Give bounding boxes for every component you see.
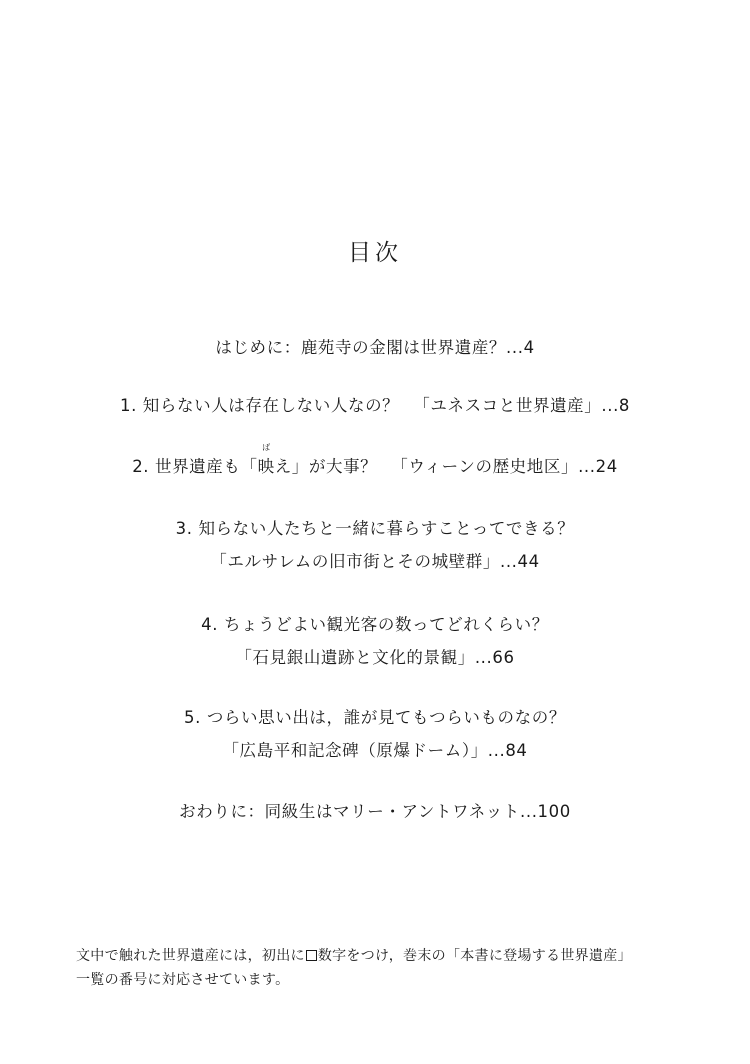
ruby-annotation	[257, 443, 275, 479]
toc-entry-chapter-5-subtitle: 「広島平和記念碑（原爆ドーム）」...84	[222, 741, 528, 760]
footnote-text-end: 数字をつけ，巻末の「本書に登場する世界遺産」	[317, 948, 632, 964]
toc-entry-chapter-5-title: 5. つらい思い出は，誰が見てもつらいものなの？	[184, 708, 566, 727]
toc-entry-outro: おわりに：同級生はマリー・アントワネット...100	[179, 802, 571, 821]
page-title: 目次	[348, 240, 402, 266]
toc-entry-intro: はじめに：鹿苑寺の金閣は世界遺産？...4	[215, 338, 535, 357]
toc-entry-chapter-2-title-start: 2. 世界遺産も「	[132, 457, 258, 476]
toc-entry-chapter-2-subtitle: 「ウィーンの歴史地区」...24	[391, 457, 618, 476]
ruby-base: 映	[257, 457, 275, 476]
number-box-icon	[306, 950, 317, 961]
toc-entry-chapter-1	[0, 394, 750, 418]
toc-entry-chapter-3-subtitle: 「エルサレムの旧市街とその城壁群」...44	[210, 552, 540, 571]
toc-entry-chapter-1-subtitle: 「ユネスコと世界遺産」...8	[413, 396, 631, 415]
footnote-line-1	[76, 944, 686, 968]
toc-entry-chapter-1-title: 1. 知らない人は存在しない人なの？	[119, 396, 400, 415]
toc-entry-chapter-3-title: 3. 知らない人たちと一緒に暮らすことってできる？	[175, 519, 575, 538]
toc-entry-chapter-2	[0, 443, 750, 479]
toc-entry-chapter-4-subtitle: 「石見銀山遺跡と文化的景観」...66	[235, 648, 515, 667]
toc-entry-chapter-4-title: 4. ちょうどよい観光客の数ってどれくらい？	[201, 615, 549, 634]
footnote-line-2: 一覧の番号に対応させています。	[76, 972, 290, 988]
toc-entry-chapter-2-title-end: え」が大事？	[274, 457, 378, 476]
footnote-text-start: 文中で触れた世界遺産には，初出に	[76, 948, 305, 964]
ruby-reading: ば	[262, 443, 271, 452]
